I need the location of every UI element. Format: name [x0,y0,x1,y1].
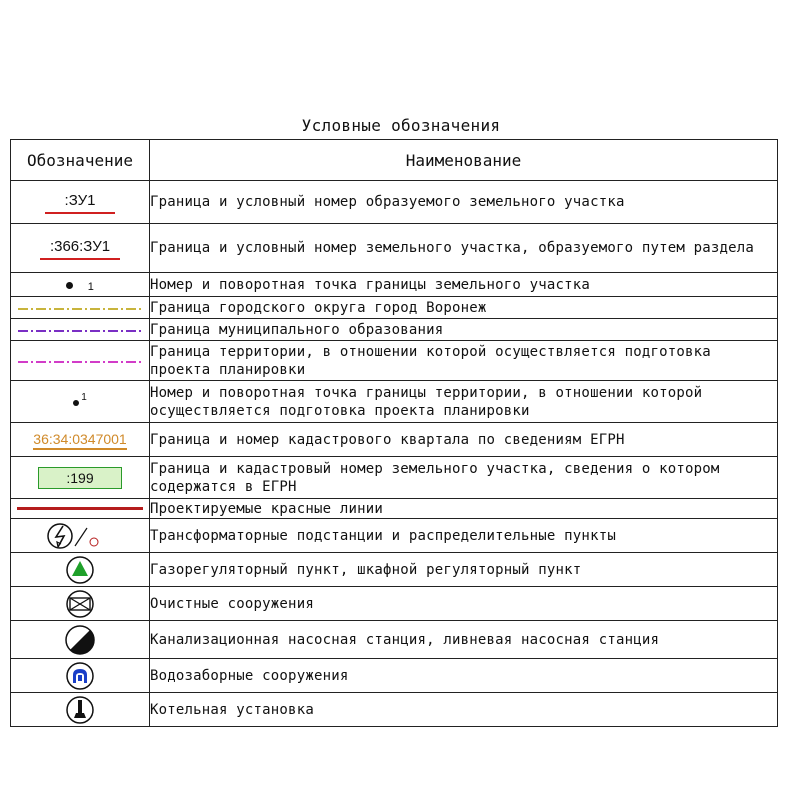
legend-symbol [11,224,150,273]
legend-row [11,519,778,553]
legend-name: Канализационная насосная станция, ливневая насосная станция [150,621,778,659]
sewage-pump-station-icon [64,624,96,656]
legend-row [11,621,778,659]
legend-header-row [11,140,778,181]
legend-row [11,659,778,693]
gas-regulator-icon [65,555,95,585]
legend-symbol [11,423,150,457]
legend-row [11,457,778,499]
legend-symbol [11,621,150,659]
legend-title: Условные обозначения [301,116,501,135]
legend-row [11,273,778,297]
transformer-substation-icon [45,520,115,552]
legend-symbol [11,519,150,553]
legend-symbol [11,587,150,621]
legend-row [11,224,778,273]
boiler-plant-icon [65,695,95,725]
cadastral-quarter-label: 36:34:0347001 [33,431,126,450]
legend-row [11,319,778,341]
legend-symbol [11,381,150,423]
legend-name: Граница и условный номер земельного участка, образуемого путем раздела [150,224,778,273]
legend-symbol [11,181,150,224]
split-parcel-number-label: :366:ЗУ1 [40,236,120,260]
legend-row [11,381,778,423]
legend-row [11,341,778,381]
legend-symbol [11,457,150,499]
legend-symbol [11,553,150,587]
legend-symbol [11,341,150,381]
water-intake-icon [65,661,95,691]
legend-symbol [11,693,150,727]
legend-symbol [11,499,150,519]
territory-point-number: 1 [81,392,87,403]
legend-name: Граница и кадастровый номер земельного участка, сведения о котором содержатся в ЕГРН [150,457,778,499]
parcel-number-label: :ЗУ1 [45,190,116,214]
treatment-facility-icon [65,589,95,619]
registered-parcel-label: :199 [38,467,122,489]
legend-name: Газорегуляторный пункт, шкафной регуляторный пункт [150,553,778,587]
legend-name: Граница территории, в отношении которой осуществляется подготовка проекта планировки [150,341,778,381]
legend-row [11,587,778,621]
header-symbol: Обозначение [11,140,150,181]
legend-row [11,693,778,727]
turning-point-number: 1 [87,281,94,293]
legend-name: Номер и поворотная точка границы земельного участка [150,273,778,297]
header-name: Наименование [150,140,778,181]
legend-table [10,139,778,727]
legend-symbol [11,659,150,693]
territory-point-dot-icon [73,400,79,406]
legend-symbol [11,319,150,341]
legend-name: Номер и поворотная точка границы территории, в отношении которой осуществляется подготовка проекта планировки [150,381,778,423]
legend-row [11,499,778,519]
planning-territory-boundary-line-icon [18,359,142,365]
legend-symbol [11,273,150,297]
municipality-boundary-line-icon [18,328,142,334]
red-line-icon [17,507,143,510]
legend-row [11,553,778,587]
legend-row [11,297,778,319]
legend-name: Проектируемые красные линии [150,499,778,519]
legend-name: Котельная установка [150,693,778,727]
turning-point-dot-icon [66,282,73,289]
city-district-boundary-line-icon [18,306,142,312]
legend-row [11,423,778,457]
legend-name: Граница муниципального образования [150,319,778,341]
legend-name: Граница городского округа город Воронеж [150,297,778,319]
legend-name: Граница и номер кадастрового квартала по сведениям ЕГРН [150,423,778,457]
legend-symbol [11,297,150,319]
legend-name: Водозаборные сооружения [150,659,778,693]
legend-name: Очистные сооружения [150,587,778,621]
legend-name: Трансформаторные подстанции и распределительные пункты [150,519,778,553]
legend-name: Граница и условный номер образуемого земельного участка [150,181,778,224]
legend-row [11,181,778,224]
